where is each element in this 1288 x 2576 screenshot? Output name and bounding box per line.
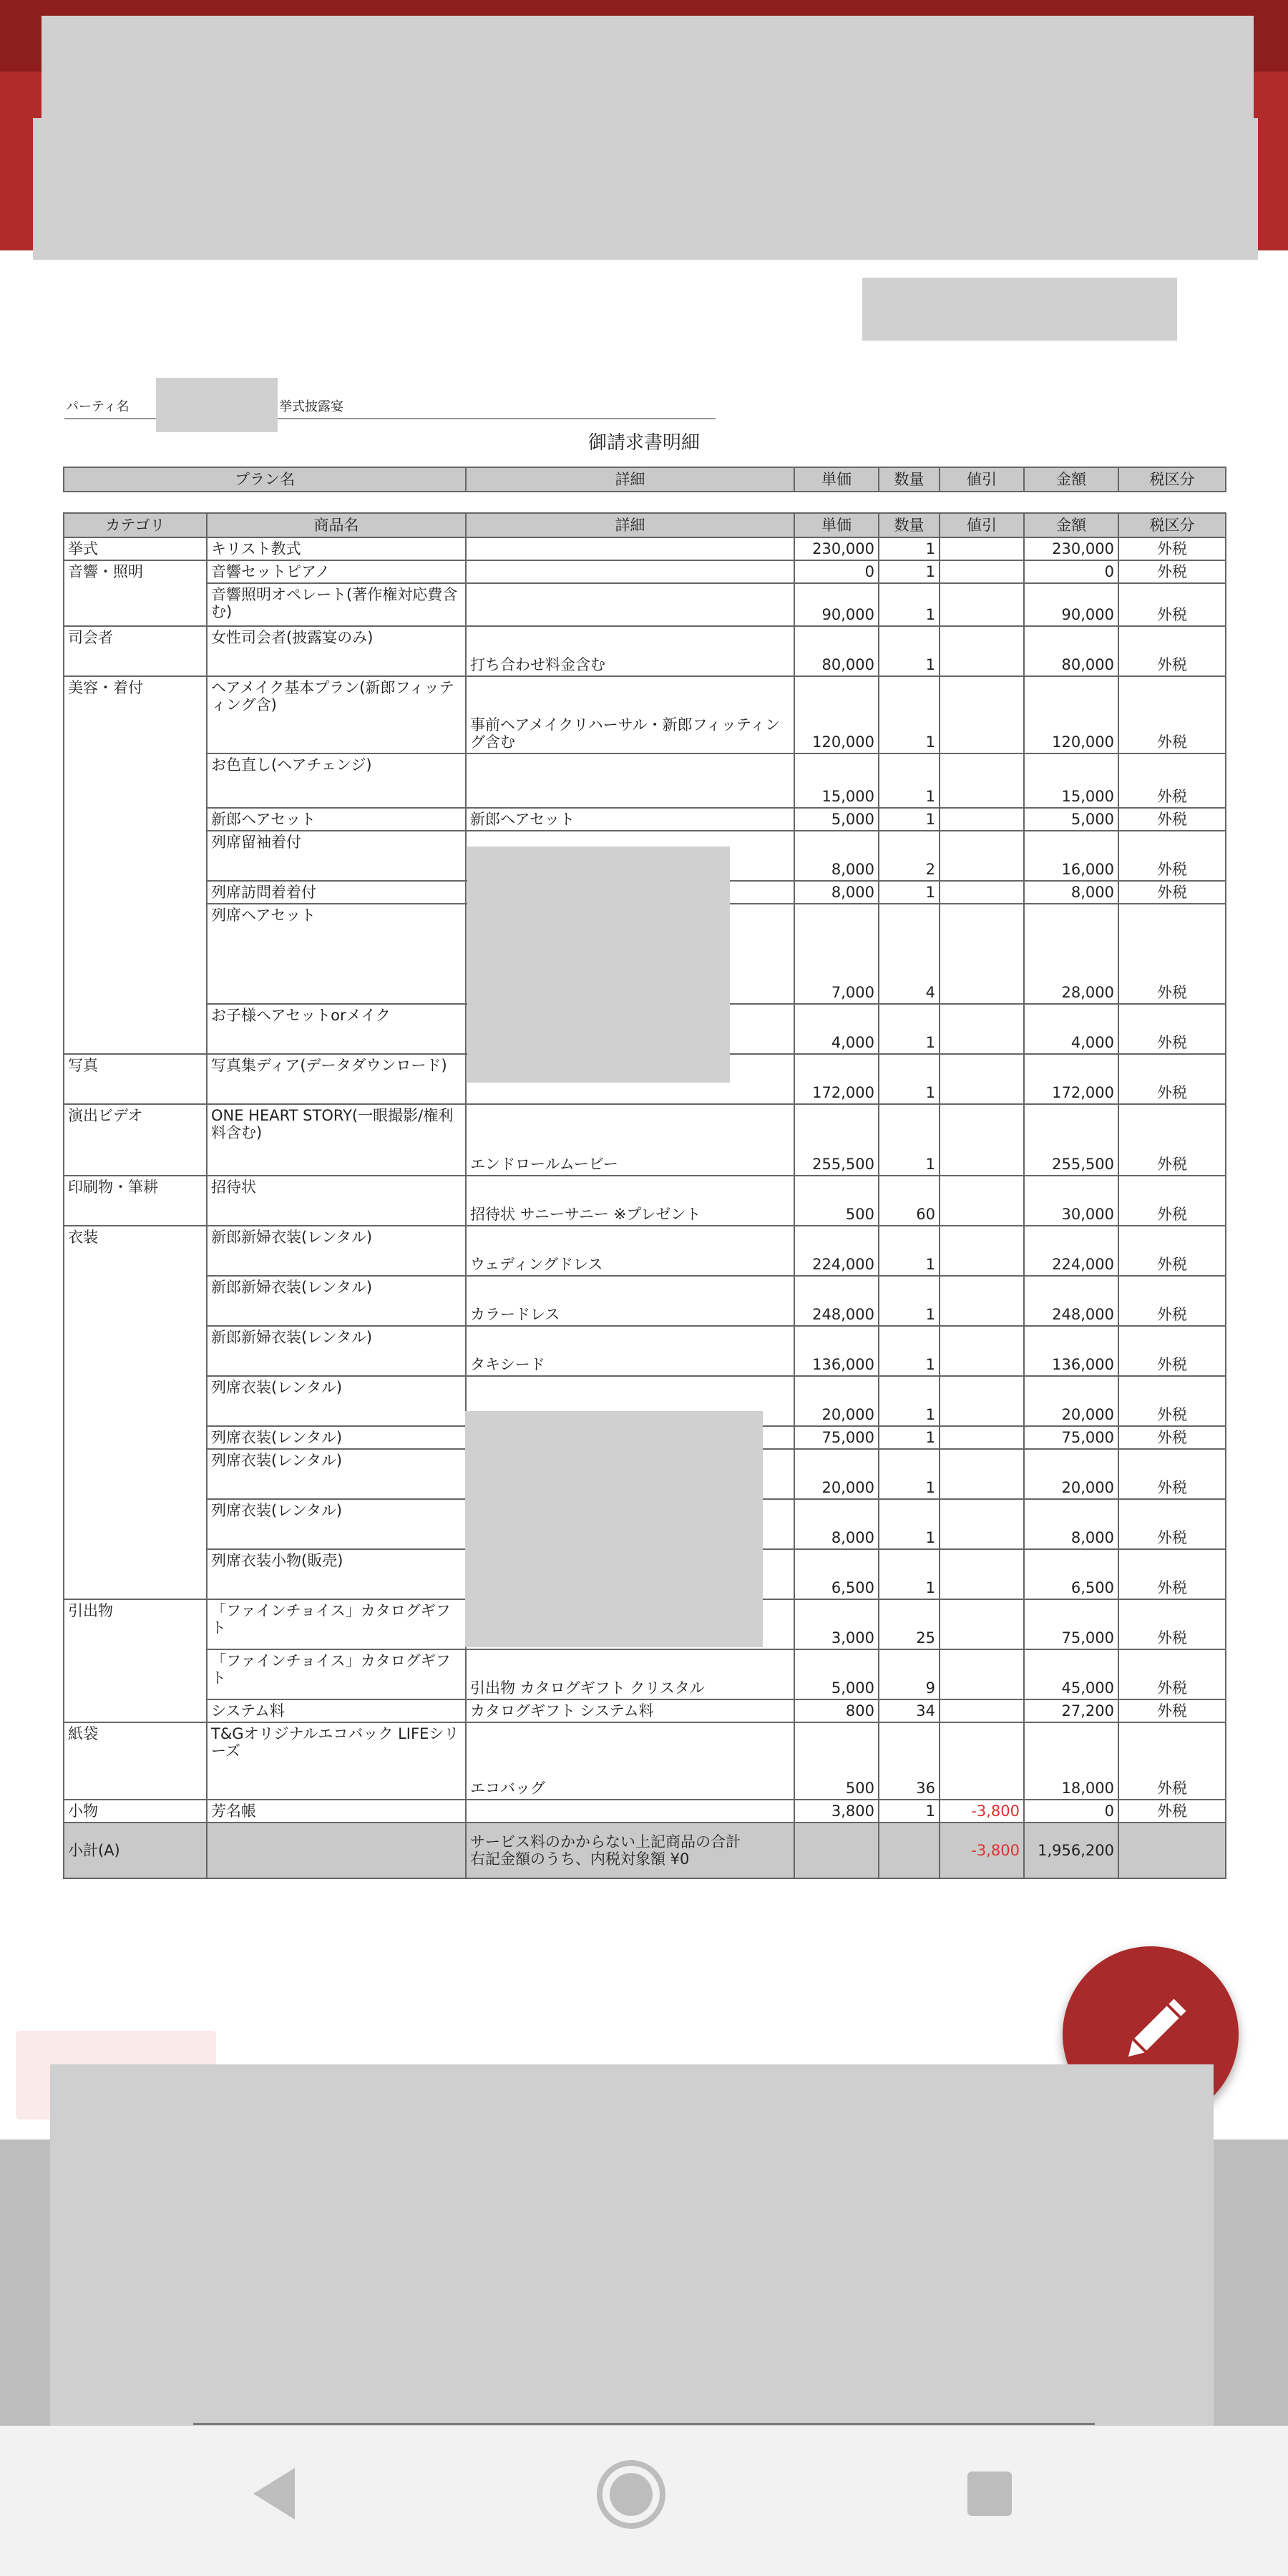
row-product: 列席衣装(レンタル) [207, 1376, 466, 1426]
row-discount [940, 881, 1024, 904]
row-discount [940, 904, 1024, 1004]
row-category: 衣装 [64, 1226, 207, 1599]
subtotal-price [794, 1823, 879, 1878]
row-amount: 20,000 [1024, 1449, 1118, 1499]
row-qty: 4 [879, 904, 940, 1004]
subtotal-row [64, 1823, 1226, 1878]
subtotal-note [466, 1823, 794, 1878]
row-amount: 5,000 [1024, 808, 1118, 831]
row-discount [940, 1699, 1024, 1722]
row-product: キリスト教式 [207, 537, 466, 560]
row-qty: 1 [879, 1499, 940, 1549]
row-unit-price: 7,000 [794, 904, 879, 1004]
row-product: 音響セットピアノ [207, 560, 466, 583]
row-qty: 1 [879, 1226, 940, 1276]
row-unit-price: 75,000 [794, 1426, 879, 1449]
row-tax: 外税 [1118, 1599, 1226, 1649]
row-amount: 90,000 [1024, 583, 1118, 626]
redacted-header-block-2 [33, 118, 1258, 260]
row-unit-price: 8,000 [794, 831, 879, 881]
subtotal-note-line1: サービス料のかからない上記商品の合計 [470, 1833, 741, 1850]
row-amount: 248,000 [1024, 1276, 1118, 1326]
row-discount [940, 1226, 1024, 1276]
plan-amount-header: 金額 [1024, 467, 1118, 492]
row-product: 列席留袖着付 [207, 831, 466, 881]
table-row [64, 1800, 1226, 1823]
row-discount [940, 1176, 1024, 1226]
row-qty: 34 [879, 1699, 940, 1722]
row-discount [940, 1722, 1024, 1800]
row-amount: 75,000 [1024, 1599, 1118, 1649]
row-qty: 1 [879, 537, 940, 560]
row-amount: 0 [1024, 1800, 1118, 1823]
row-product: ヘアメイク基本プラン(新郎フィッティング含) [207, 676, 466, 753]
detail-header: 詳細 [466, 513, 794, 537]
row-discount [940, 1499, 1024, 1549]
table-row [64, 1699, 1226, 1722]
subtotal-blank [207, 1823, 466, 1878]
table-row [64, 1104, 1226, 1176]
table-row [64, 1326, 1226, 1376]
row-tax: 外税 [1118, 1326, 1226, 1376]
plan-detail-header: 詳細 [466, 467, 794, 492]
row-qty: 1 [879, 1549, 940, 1599]
row-amount: 75,000 [1024, 1426, 1118, 1449]
row-discount [940, 676, 1024, 753]
row-qty: 1 [879, 560, 940, 583]
subtotal-amount: 1,956,200 [1024, 1823, 1118, 1878]
row-unit-price: 90,000 [794, 583, 879, 626]
row-product: ONE HEART STORY(一眼撮影/権利料含む) [207, 1104, 466, 1176]
row-qty: 1 [879, 1326, 940, 1376]
row-detail [466, 583, 794, 626]
row-amount: 6,500 [1024, 1549, 1118, 1599]
row-detail: カラードレス [466, 1276, 794, 1326]
subtotal-tax [1118, 1823, 1226, 1878]
row-product: 列席衣装(レンタル) [207, 1426, 466, 1449]
row-qty: 1 [879, 1449, 940, 1499]
subtotal-qty [879, 1823, 940, 1878]
row-qty: 1 [879, 1426, 940, 1449]
row-amount: 172,000 [1024, 1054, 1118, 1104]
row-tax: 外税 [1118, 881, 1226, 904]
row-amount: 8,000 [1024, 881, 1118, 904]
row-unit-price: 80,000 [794, 626, 879, 676]
row-qty: 9 [879, 1649, 940, 1699]
row-product: お子様ヘアセットorメイク [207, 1004, 466, 1054]
row-unit-price: 8,000 [794, 881, 879, 904]
row-discount [940, 1449, 1024, 1499]
row-product: 新郎ヘアセット [207, 808, 466, 831]
plan-tax-header: 税区分 [1118, 467, 1226, 492]
row-discount [940, 537, 1024, 560]
table-row [64, 626, 1226, 676]
row-detail: ウェディングドレス [466, 1226, 794, 1276]
row-product: 音響照明オペレート(著作権対応費含む) [207, 583, 466, 626]
row-detail [466, 560, 794, 583]
plan-qty-header: 数量 [879, 467, 940, 492]
row-product: 芳名帳 [207, 1800, 466, 1823]
row-detail: 引出物 カタログギフト クリスタル [466, 1649, 794, 1699]
tax-header: 税区分 [1118, 513, 1226, 537]
subtotal-discount: -3,800 [940, 1823, 1024, 1878]
row-amount: 27,200 [1024, 1699, 1118, 1722]
row-tax: 外税 [1118, 1722, 1226, 1800]
row-detail: 新郎ヘアセット [466, 808, 794, 831]
row-amount: 255,500 [1024, 1104, 1118, 1176]
row-tax: 外税 [1118, 583, 1226, 626]
row-amount: 45,000 [1024, 1649, 1118, 1699]
redacted-detail-block-2 [465, 1411, 763, 1647]
redacted-detail-block-1 [467, 847, 730, 1083]
table-row [64, 676, 1226, 753]
party-value: 挙式披露宴 [279, 399, 343, 414]
row-qty: 1 [879, 626, 940, 676]
row-amount: 16,000 [1024, 831, 1118, 881]
row-tax: 外税 [1118, 1054, 1226, 1104]
row-detail: タキシード [466, 1326, 794, 1376]
back-icon[interactable] [250, 2465, 301, 2522]
row-qty: 1 [879, 1376, 940, 1426]
row-amount: 230,000 [1024, 537, 1118, 560]
table-row [64, 1649, 1226, 1699]
row-unit-price: 3,800 [794, 1800, 879, 1823]
row-discount [940, 1549, 1024, 1599]
row-qty: 1 [879, 1004, 940, 1054]
product-header: 商品名 [207, 513, 466, 537]
row-discount [940, 808, 1024, 831]
row-discount: -3,800 [940, 1800, 1024, 1823]
row-discount [940, 831, 1024, 881]
row-tax: 外税 [1118, 1104, 1226, 1176]
row-unit-price: 224,000 [794, 1226, 879, 1276]
party-label: パーティ名 [66, 399, 130, 414]
row-tax: 外税 [1118, 808, 1226, 831]
row-unit-price: 5,000 [794, 808, 879, 831]
row-category: 写真 [64, 1054, 207, 1104]
row-product: 女性司会者(披露宴のみ) [207, 626, 466, 676]
table-row [64, 537, 1226, 560]
row-tax: 外税 [1118, 904, 1226, 1004]
discount-header: 値引 [940, 513, 1024, 537]
header-row [64, 513, 1226, 537]
row-unit-price: 5,000 [794, 1649, 879, 1699]
row-product: システム料 [207, 1699, 466, 1722]
row-discount [940, 1276, 1024, 1326]
row-unit-price: 800 [794, 1699, 879, 1722]
row-discount [940, 1004, 1024, 1054]
row-qty: 1 [879, 1276, 940, 1326]
amount-header: 金額 [1024, 513, 1118, 537]
row-qty: 1 [879, 753, 940, 808]
row-category: 音響・照明 [64, 560, 207, 626]
row-tax: 外税 [1118, 537, 1226, 560]
row-product: 列席衣装小物(販売) [207, 1549, 466, 1599]
redacted-party-name [156, 378, 278, 432]
table-row [64, 583, 1226, 626]
row-detail [466, 1800, 794, 1823]
row-category: 挙式 [64, 537, 207, 560]
row-tax: 外税 [1118, 753, 1226, 808]
row-qty: 1 [879, 881, 940, 904]
row-unit-price: 15,000 [794, 753, 879, 808]
invoice-table [63, 512, 1226, 1879]
redacted-bottom-block [50, 2064, 1214, 2426]
row-amount: 20,000 [1024, 1376, 1118, 1426]
table-row [64, 1722, 1226, 1800]
row-detail: エコバッグ [466, 1722, 794, 1800]
row-detail: カタログギフト システム料 [466, 1699, 794, 1722]
row-discount [940, 583, 1024, 626]
row-discount [940, 1326, 1024, 1376]
plan-discount-header: 値引 [940, 467, 1024, 492]
row-unit-price: 8,000 [794, 1499, 879, 1549]
table-row [64, 808, 1226, 831]
row-qty: 36 [879, 1722, 940, 1800]
row-discount [940, 626, 1024, 676]
row-unit-price: 255,500 [794, 1104, 879, 1176]
row-unit-price: 248,000 [794, 1276, 879, 1326]
row-qty: 1 [879, 583, 940, 626]
row-discount [940, 753, 1024, 808]
row-category: 紙袋 [64, 1722, 207, 1800]
subtotal-label: 小計(A) [64, 1823, 207, 1878]
row-product: 列席ヘアセット [207, 904, 466, 1004]
row-qty: 1 [879, 808, 940, 831]
row-detail: 招待状 サニーサニー ※プレゼント [466, 1176, 794, 1226]
row-qty: 1 [879, 1104, 940, 1176]
row-product: 招待状 [207, 1176, 466, 1226]
row-amount: 18,000 [1024, 1722, 1118, 1800]
row-product: 列席衣装(レンタル) [207, 1449, 466, 1499]
row-amount: 15,000 [1024, 753, 1118, 808]
row-amount: 80,000 [1024, 626, 1118, 676]
row-unit-price: 4,000 [794, 1004, 879, 1054]
row-product: T&Gオリジナルエコバック LIFEシリーズ [207, 1722, 466, 1800]
row-tax: 外税 [1118, 560, 1226, 583]
row-tax: 外税 [1118, 1800, 1226, 1823]
row-qty: 1 [879, 1054, 940, 1104]
row-product: 列席衣装(レンタル) [207, 1499, 466, 1549]
row-qty: 2 [879, 831, 940, 881]
row-amount: 28,000 [1024, 904, 1118, 1004]
row-tax: 外税 [1118, 1176, 1226, 1226]
row-amount: 120,000 [1024, 676, 1118, 753]
row-category: 美容・着付 [64, 676, 207, 1054]
home-icon[interactable] [595, 2459, 667, 2530]
row-discount [940, 1104, 1024, 1176]
table-row [64, 1226, 1226, 1276]
row-unit-price: 20,000 [794, 1376, 879, 1426]
row-amount: 30,000 [1024, 1176, 1118, 1226]
row-tax: 外税 [1118, 1549, 1226, 1599]
table-row [64, 753, 1226, 808]
row-amount: 224,000 [1024, 1226, 1118, 1276]
row-discount [940, 1649, 1024, 1699]
plan-name-header: プラン名 [64, 467, 466, 492]
row-tax: 外税 [1118, 1004, 1226, 1054]
row-product: 新郎新婦衣装(レンタル) [207, 1276, 466, 1326]
row-detail: エンドロールムービー [466, 1104, 794, 1176]
row-unit-price: 136,000 [794, 1326, 879, 1376]
row-tax: 外税 [1118, 1276, 1226, 1326]
row-detail: 事前ヘアメイクリハーサル・新郎フィッティング含む [466, 676, 794, 753]
qty-header: 数量 [879, 513, 940, 537]
row-product: 新郎新婦衣装(レンタル) [207, 1326, 466, 1376]
row-unit-price: 20,000 [794, 1449, 879, 1499]
row-tax: 外税 [1118, 1376, 1226, 1426]
row-discount [940, 560, 1024, 583]
redacted-info-block [862, 278, 1177, 341]
row-amount: 0 [1024, 560, 1118, 583]
row-detail [466, 753, 794, 808]
row-tax: 外税 [1118, 1449, 1226, 1499]
recents-icon[interactable] [966, 2470, 1013, 2517]
row-tax: 外税 [1118, 626, 1226, 676]
row-qty: 1 [879, 676, 940, 753]
row-unit-price: 172,000 [794, 1054, 879, 1104]
row-unit-price: 120,000 [794, 676, 879, 753]
plan-unit-price-header: 単価 [794, 467, 879, 492]
navigation-bar [0, 2426, 1288, 2576]
row-tax: 外税 [1118, 831, 1226, 881]
row-qty: 60 [879, 1176, 940, 1226]
divider-line [193, 2423, 1095, 2425]
row-tax: 外税 [1118, 1499, 1226, 1549]
row-tax: 外税 [1118, 1426, 1226, 1449]
table-row [64, 560, 1226, 583]
row-category: 小物 [64, 1800, 207, 1823]
row-category: 司会者 [64, 626, 207, 676]
subtotal-note-line2: 右記金額のうち、内税対象額 ¥0 [470, 1850, 690, 1868]
row-qty: 1 [879, 1800, 940, 1823]
table-row [64, 1276, 1226, 1326]
row-unit-price: 500 [794, 1722, 879, 1800]
row-product: 列席訪問着着付 [207, 881, 466, 904]
row-tax: 外税 [1118, 676, 1226, 753]
row-product: 写真集ディア(データダウンロード) [207, 1054, 466, 1104]
row-category: 引出物 [64, 1599, 207, 1722]
row-unit-price: 230,000 [794, 537, 879, 560]
row-category: 演出ビデオ [64, 1104, 207, 1176]
table-row [64, 1176, 1226, 1226]
row-unit-price: 0 [794, 560, 879, 583]
row-detail [466, 537, 794, 560]
row-amount: 8,000 [1024, 1499, 1118, 1549]
row-product: 「ファインチョイス」カタログギフト [207, 1649, 466, 1699]
row-tax: 外税 [1118, 1226, 1226, 1276]
row-unit-price: 500 [794, 1176, 879, 1226]
unit-price-header: 単価 [794, 513, 879, 537]
row-product: お色直し(ヘアチェンジ) [207, 753, 466, 808]
row-discount [940, 1599, 1024, 1649]
row-discount [940, 1426, 1024, 1449]
row-amount: 4,000 [1024, 1004, 1118, 1054]
document-title: 御請求書明細 [587, 432, 700, 454]
row-category: 印刷物・筆耕 [64, 1176, 207, 1226]
row-tax: 外税 [1118, 1649, 1226, 1699]
row-unit-price: 3,000 [794, 1599, 879, 1649]
plan-header-table [63, 467, 1226, 492]
row-discount [940, 1376, 1024, 1426]
row-amount: 136,000 [1024, 1326, 1118, 1376]
row-qty: 25 [879, 1599, 940, 1649]
row-unit-price: 6,500 [794, 1549, 879, 1599]
category-header: カテゴリ [64, 513, 207, 537]
row-tax: 外税 [1118, 1699, 1226, 1722]
row-product: 新郎新婦衣装(レンタル) [207, 1226, 466, 1276]
row-discount [940, 1054, 1024, 1104]
row-product: 「ファインチョイス」カタログギフト [207, 1599, 466, 1649]
row-detail: 打ち合わせ料金含む [466, 626, 794, 676]
